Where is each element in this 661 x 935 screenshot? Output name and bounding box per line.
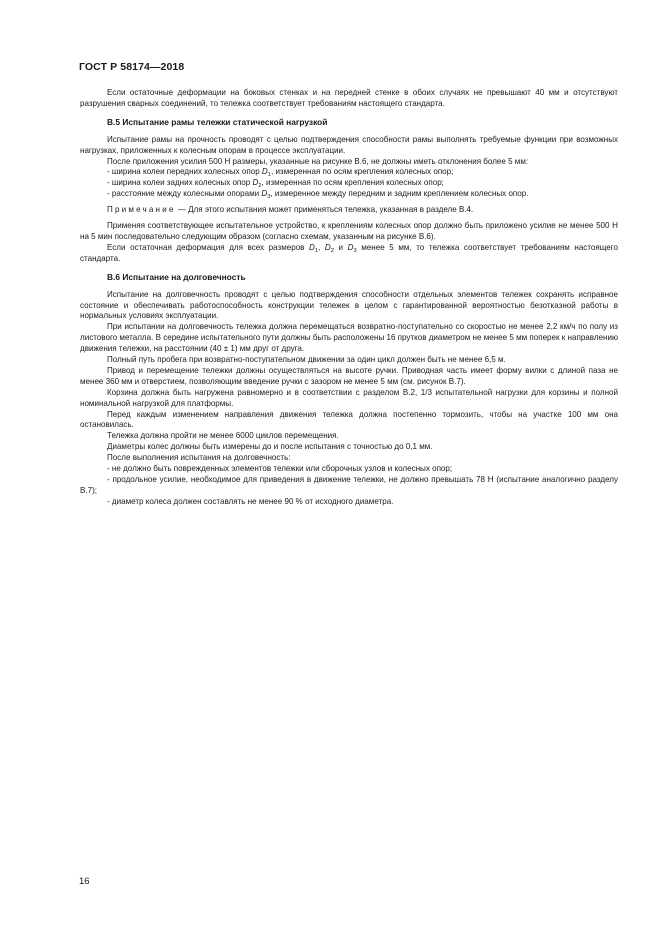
b6-paragraph-2: При испытании на долговечность тележка должна перемещаться возвратно-поступательно со скоростью не менее 2,2 км/ч по полу из листового металла. В середине испытательного пути должны быть расположены 16 прутков диаметром не менее 5 мм поперек к направлению движения тележки, на расстоянии (40 ± 1) мм друг от друга.: [80, 322, 618, 354]
b6-paragraph-5: Корзина должна быть нагружена равномерно и в соответствии с разделом В.2, 1/3 испытательной нагрузки для корзины и полной номинальной нагрузкой для платформы.: [80, 387, 618, 408]
b5-paragraph-1: Испытание рамы на прочность проводят с целью подтверждения способности рамы выполнять требуемые функции при возможных нагрузках, приложенных к колесным опорам в процессе эксплуатации.: [80, 134, 618, 155]
b6-list-item-3: - диаметр колеса должен составлять не менее 90 % от исходного диаметра.: [107, 496, 394, 506]
b5-paragraph-3: Применяя соответствующее испытательное устройство, к креплениям колесных опор должно быть приложено усилие не менее 500 Н на 5 мин последовательно следующим образом (согласно схемам, указанным на рисунке В.6).: [80, 221, 618, 241]
b5-paragraph-2: После приложения усилия 500 Н размеры, указанные на рисунке В.6, не должны иметь отклонения более 5 мм:: [107, 156, 529, 166]
document-header: ГОСТ Р 58174—2018: [79, 61, 185, 73]
b6-paragraph-7: Тележка должна пройти не менее 6000 циклов перемещения.: [107, 431, 339, 441]
b5-list-item-3: - расстояние между колесными опорами $D_3$, измеренное между передним и задним креплением колесных опор.: [107, 189, 529, 201]
note-label: Примечание: [107, 205, 176, 215]
page-body: [80, 88, 618, 508]
intro-paragraph: Если остаточные деформации на боковых стенках и на передней стенке в обоих случаях не превышают 40 мм и отсутствуют разрушения сварных соединений, то тележка соответствует требованиям настоящего стандарта.: [80, 88, 618, 108]
b6-paragraph-9: После выполнения испытания на долговечность:: [107, 453, 291, 463]
b6-paragraph-8: Диаметры колес должны быть измерены до и после испытания с точностью до 0,1 мм.: [107, 442, 433, 452]
b6-list-item-2: - продольное усилие, необходимое для приведения в движение тележки, не должно превышать 78 Н (испытание аналогично разделу В.7);: [80, 475, 618, 495]
b5-list-item-1: - ширина колеи передних колесных опор $D_1$, измеренная по осям крепления колесных опор;: [107, 167, 454, 179]
page-number: 16: [79, 876, 90, 887]
b6-paragraph-3: Полный путь пробега при возвратно-поступательном движении за один цикл должен быть не менее 6,5 м.: [107, 355, 506, 365]
b6-paragraph-4: Привод и перемещение тележки должны осуществляться на высоте ручки. Приводная часть имеет форму вилки с длиной паза не менее 360 мм и отверстием, позволяющим введение ручки с зазором не менее 5 мм (см. рисунок В.7).: [80, 365, 618, 386]
b6-paragraph-1: Испытание на долговечность проводят с целью подтверждения способности отдельных элементов тележек сохранять исправное состояние и обеспечивать работоспособность конструкции тележек в целом с гарантированной вероятностью безотказной работы в нормальных условиях эксплуатации.: [80, 289, 618, 321]
section-b5-heading: В.5 Испытание рамы тележки статической нагрузкой: [107, 116, 328, 127]
b6-list-item-1: - не должно быть поврежденных элементов тележки или сборочных узлов и колесных опор;: [107, 464, 453, 474]
b6-paragraph-6: Перед каждым изменением направления движения тележка должна постепенно тормозить, чтобы на участке 100 мм она остановилась.: [80, 409, 618, 430]
b5-paragraph-4: Если остаточная деформация для всех размеров $D_1$, $D_2$ и $D_3$ менее 5 мм, то тележка соответствует требованиям настоящего стандарта.: [80, 242, 618, 263]
section-b6-heading: В.6 Испытание на долговечность: [107, 271, 246, 282]
b5-list-item-2: - ширина колеи задних колесных опор $D_2$, измеренная по осям крепления колесных опор;: [107, 178, 444, 190]
b5-note: Примечание — Для этого испытания может применяться тележка, указанная в разделе В.4.: [107, 205, 474, 215]
